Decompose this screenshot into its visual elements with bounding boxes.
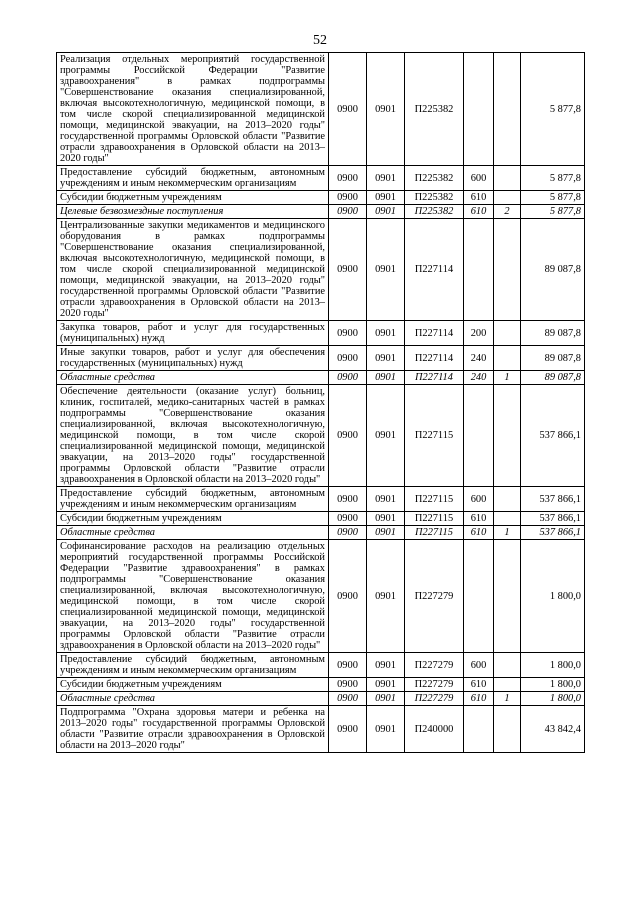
row-cs: П225382 (405, 166, 464, 191)
table-row (57, 512, 585, 526)
row-sum: 89 087,8 (521, 219, 585, 321)
row-rz: 0901 (367, 706, 405, 753)
row-rz: 0901 (367, 219, 405, 321)
row-sum: 1 800,0 (521, 653, 585, 678)
row-cs: П227114 (405, 219, 464, 321)
row-rz: 0901 (367, 346, 405, 371)
row-vr: 610 (464, 191, 494, 205)
row-cs: П225382 (405, 53, 464, 166)
row-src (494, 678, 521, 692)
row-cs: П227114 (405, 346, 464, 371)
row-sum: 5 877,8 (521, 205, 585, 219)
row-name: Предоставление субсидий бюджетным, автономным учреждениям и иным некоммерческим организациям (57, 487, 329, 512)
row-rz: 0901 (367, 487, 405, 512)
row-gr: 0900 (329, 678, 367, 692)
row-src (494, 706, 521, 753)
row-vr: 610 (464, 526, 494, 540)
page-number: 52 (313, 33, 327, 48)
row-name: Подпрограмма "Охрана здоровья матери и ребенка на 2013–2020 годы" государственной программы Орловской области "Развитие отрасли здравоохранения в Орловской области на 2013–2020 годы" (57, 706, 329, 753)
row-src (494, 166, 521, 191)
row-gr: 0900 (329, 166, 367, 191)
row-sum: 1 800,0 (521, 678, 585, 692)
row-gr: 0900 (329, 53, 367, 166)
row-gr: 0900 (329, 205, 367, 219)
row-name: Областные средства (57, 526, 329, 540)
row-src (494, 653, 521, 678)
row-sum: 5 877,8 (521, 191, 585, 205)
row-vr: 610 (464, 512, 494, 526)
row-src (494, 346, 521, 371)
row-vr: 200 (464, 321, 494, 346)
row-sum: 537 866,1 (521, 526, 585, 540)
row-src (494, 512, 521, 526)
row-cs: П227114 (405, 371, 464, 385)
table-row (57, 166, 585, 191)
table-row (57, 321, 585, 346)
table-row-funding-source (57, 371, 585, 385)
table-row (57, 346, 585, 371)
row-gr: 0900 (329, 346, 367, 371)
row-src: 2 (494, 205, 521, 219)
row-rz: 0901 (367, 653, 405, 678)
table-row (57, 191, 585, 205)
row-gr: 0900 (329, 512, 367, 526)
row-vr: 240 (464, 371, 494, 385)
row-name: Иные закупки товаров, работ и услуг для обеспечения государственных (муниципальных) нужд (57, 346, 329, 371)
row-name: Субсидии бюджетным учреждениям (57, 512, 329, 526)
table-row (57, 219, 585, 321)
table-row (57, 385, 585, 487)
row-rz: 0901 (367, 540, 405, 653)
row-cs: П227115 (405, 512, 464, 526)
row-sum: 5 877,8 (521, 166, 585, 191)
row-name: Софинансирование расходов на реализацию отдельных мероприятий государственной программы Российской Федерации "Развитие здравоохранения" в рамках подпрограммы "Совершенствование оказания специализированной, включая высокотехнологичную, медицинской помощи, в том числе скорой специализированной медицинской помощи, медицинской эвакуации, на 2013–2020 годы" государственной программы Орловской области "Развитие отрасли здравоохранения в Орловской области на 2013–2020 годы" (57, 540, 329, 653)
row-cs: П225382 (405, 191, 464, 205)
row-gr: 0900 (329, 385, 367, 487)
row-cs: П227115 (405, 526, 464, 540)
table-row (57, 678, 585, 692)
row-name: Предоставление субсидий бюджетным, автономным учреждениям и иным некоммерческим организациям (57, 166, 329, 191)
row-src (494, 321, 521, 346)
row-name: Областные средства (57, 692, 329, 706)
row-gr: 0900 (329, 692, 367, 706)
row-src (494, 487, 521, 512)
row-cs: П225382 (405, 205, 464, 219)
row-vr: 600 (464, 166, 494, 191)
row-cs: П227115 (405, 487, 464, 512)
row-gr: 0900 (329, 321, 367, 346)
table-row (57, 540, 585, 653)
row-name: Централизованные закупки медикаментов и медицинского оборудования в рамках подпрограммы "Совершенствование оказания специализированной, включая высокотехнологичную, медицинской помощи, в том числе скорой специализированной медицинской помощи, медицинской эвакуации, на 2013–2020 годы" государственной программы Орловской области "Развитие отрасли здравоохранения в Орловской области на 2013–2020 годы" (57, 219, 329, 321)
row-src (494, 385, 521, 487)
table-row (57, 653, 585, 678)
row-src (494, 191, 521, 205)
row-gr: 0900 (329, 653, 367, 678)
row-rz: 0901 (367, 385, 405, 487)
row-sum: 89 087,8 (521, 321, 585, 346)
row-sum: 43 842,4 (521, 706, 585, 753)
row-rz: 0901 (367, 512, 405, 526)
row-vr: 610 (464, 692, 494, 706)
row-rz: 0901 (367, 371, 405, 385)
row-sum: 5 877,8 (521, 53, 585, 166)
row-vr (464, 53, 494, 166)
row-sum: 1 800,0 (521, 692, 585, 706)
row-src (494, 53, 521, 166)
row-rz: 0901 (367, 205, 405, 219)
budget-table (56, 52, 585, 753)
row-name: Субсидии бюджетным учреждениям (57, 678, 329, 692)
row-vr: 600 (464, 487, 494, 512)
table-row (57, 53, 585, 166)
row-rz: 0901 (367, 321, 405, 346)
row-rz: 0901 (367, 191, 405, 205)
row-rz: 0901 (367, 692, 405, 706)
row-gr: 0900 (329, 526, 367, 540)
row-gr: 0900 (329, 487, 367, 512)
row-sum: 537 866,1 (521, 487, 585, 512)
row-src (494, 540, 521, 653)
row-rz: 0901 (367, 166, 405, 191)
row-vr: 610 (464, 678, 494, 692)
row-vr: 240 (464, 346, 494, 371)
row-cs: П227279 (405, 678, 464, 692)
row-rz: 0901 (367, 53, 405, 166)
row-vr: 600 (464, 653, 494, 678)
row-name: Реализация отдельных мероприятий государственной программы Российской Федерации "Развитие здравоохранения" в рамках подпрограммы "Совершенствование оказания специализированной, включая высокотехнологичную, медицинской помощи, в том числе скорой специализированной медицинской помощи, медицинской эвакуации, на 2013–2020 годы" государственной программы Орловской области "Развитие отрасли здравоохранения в Орловской области на 2013–2020 годы" (57, 53, 329, 166)
row-sum: 537 866,1 (521, 385, 585, 487)
row-cs: П227279 (405, 653, 464, 678)
row-gr: 0900 (329, 191, 367, 205)
row-cs: П227114 (405, 321, 464, 346)
row-vr (464, 219, 494, 321)
row-name: Предоставление субсидий бюджетным, автономным учреждениям и иным некоммерческим организациям (57, 653, 329, 678)
row-gr: 0900 (329, 540, 367, 653)
row-name: Целевые безвозмездные поступления (57, 205, 329, 219)
row-name: Областные средства (57, 371, 329, 385)
row-cs: П227279 (405, 540, 464, 653)
row-vr (464, 385, 494, 487)
row-sum: 89 087,8 (521, 346, 585, 371)
row-vr: 610 (464, 205, 494, 219)
row-src: 1 (494, 526, 521, 540)
row-vr (464, 706, 494, 753)
row-rz: 0901 (367, 678, 405, 692)
row-src (494, 219, 521, 321)
row-src: 1 (494, 692, 521, 706)
row-name: Обеспечение деятельности (оказание услуг) больниц, клиник, госпиталей, медико-санитарных частей в рамках подпрограммы "Совершенствование оказания специализированной, включая высокотехнологичную, медицинской помощи, в том числе скорой специализированной медицинской помощи, медицинской эвакуации, на 2013–2020 годы" государственной программы Орловской области "Развитие отрасли здравоохранения в Орловской области на 2013–2020 годы" (57, 385, 329, 487)
table-row-funding-source (57, 692, 585, 706)
row-gr: 0900 (329, 706, 367, 753)
row-rz: 0901 (367, 526, 405, 540)
row-cs: П227115 (405, 385, 464, 487)
row-vr (464, 540, 494, 653)
row-gr: 0900 (329, 371, 367, 385)
row-sum: 1 800,0 (521, 540, 585, 653)
table-row-funding-source (57, 205, 585, 219)
row-sum: 537 866,1 (521, 512, 585, 526)
row-sum: 89 087,8 (521, 371, 585, 385)
table-row (57, 706, 585, 753)
row-cs: П227279 (405, 692, 464, 706)
row-name: Субсидии бюджетным учреждениям (57, 191, 329, 205)
row-src: 1 (494, 371, 521, 385)
row-gr: 0900 (329, 219, 367, 321)
row-cs: П240000 (405, 706, 464, 753)
table-row (57, 487, 585, 512)
row-name: Закупка товаров, работ и услуг для государственных (муниципальных) нужд (57, 321, 329, 346)
table-row-funding-source (57, 526, 585, 540)
